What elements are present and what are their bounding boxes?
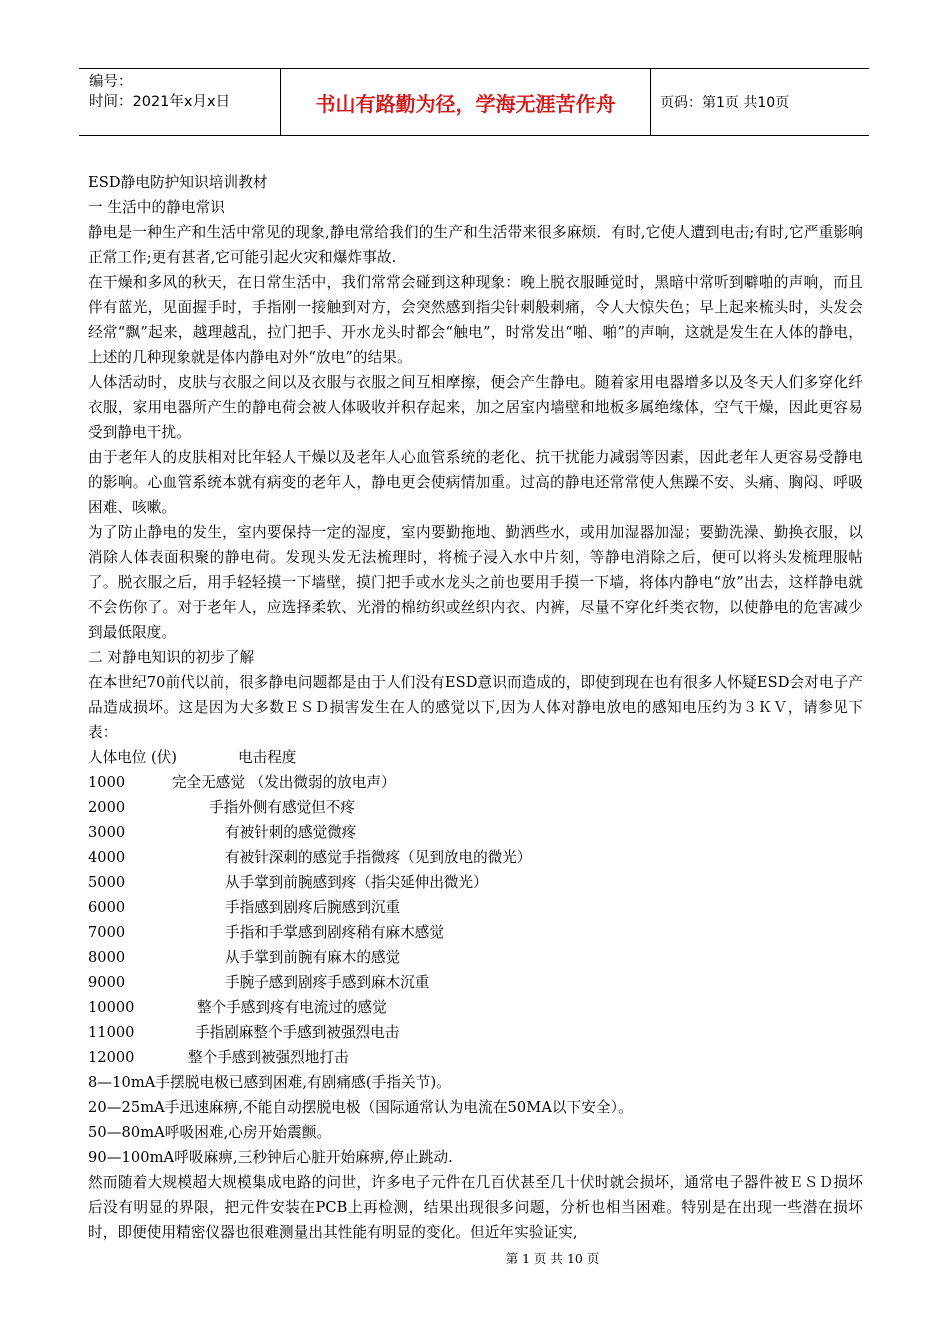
voltage-cell: 12000 <box>88 1049 135 1066</box>
table-row <box>88 1045 863 1070</box>
table-header <box>88 745 863 770</box>
voltage-cell: 10000 <box>88 999 135 1016</box>
table-head-voltage: 人体电位 (伏) <box>88 749 177 766</box>
voltage-cell: 2000 <box>88 799 126 816</box>
table-row <box>88 1020 863 1045</box>
voltage-cell: 11000 <box>88 1024 135 1041</box>
table-row <box>88 870 863 895</box>
effect-cell: 手指和手掌感到剧疼稍有麻木感觉 <box>225 924 444 941</box>
date-label: 时间：2021年x月x日 <box>89 94 231 110</box>
current-line-4: 90—100mA呼吸麻痹,三秒钟后心脏开始麻痹,停止跳动. <box>88 1149 453 1166</box>
document-body <box>88 170 863 1245</box>
table-row <box>88 970 863 995</box>
table-head-effect: 电击程度 <box>238 749 297 766</box>
paragraph-7: 然而随着大规模超大规模集成电路的问世，许多电子元件在几百伏甚至几十伏时就会损坏，通常电子器件被ＥＳＤ损坏后没有明显的界限，把元件安装在PCB上再检测，结果出现很多问题，分析也相当困难。特别是在出现一些潜在损坏时，即便使用精密仪器也很难测量出其性能有明显的变化。但近年实验证实, <box>88 1174 863 1241</box>
voltage-cell: 9000 <box>88 974 126 991</box>
table-row <box>88 995 863 1020</box>
effect-cell: 手指剧麻整个手感到被强烈电击 <box>195 1024 400 1041</box>
header-left-cell <box>79 69 281 135</box>
voltage-cell: 7000 <box>88 924 126 941</box>
section2-heading: 二 对静电知识的初步了解 <box>88 649 255 666</box>
effect-cell: 手指感到剧疼后腕感到沉重 <box>225 899 401 916</box>
paragraph-4: 由于老年人的皮肤相对比年轻人干燥以及老年人心血管系统的老化、抗干扰能力减弱等因素，因此老年人更容易受静电的影响。心血管系统本就有病变的老年人，静电更会使病情加重。过高的静电还常常使人焦躁不安、头痛、胸闷、呼吸困难、咳嗽。 <box>88 449 863 516</box>
table-row <box>88 920 863 945</box>
table-row <box>88 820 863 845</box>
motto: 书山有路勤为径，学海无涯苦作舟 <box>281 69 651 135</box>
voltage-cell: 1000 <box>88 774 126 791</box>
voltage-cell: 3000 <box>88 824 126 841</box>
doc-title: ESD静电防护知识培训教材 <box>88 174 268 191</box>
paragraph-1: 静电是一种生产和生活中常见的现象,静电常给我们的生产和生活带来很多麻烦．有时,它使人遭到电击;有时,它严重影响正常工作;更有甚者,它可能引起火灾和爆炸事故. <box>88 224 863 266</box>
paragraph-5: 为了防止静电的发生，室内要保持一定的湿度，室内要勤拖地、勤洒些水，或用加湿器加湿；要勤洗澡、勤换衣服，以消除人体表面积聚的静电荷。发现头发无法梳理时，将梳子浸入水中片刻，等静电消除之后，便可以将头发梳理服帖了。脱衣服之后，用手轻轻摸一下墙壁，摸门把手或水龙头之前也要用手摸一下墙，将体内静电“放”出去，这样静电就不会伤你了。对于老年人，应选择柔软、光滑的棉纺织或丝织内衣、内裤，尽量不穿化纤类衣物，以使静电的危害减少到最低限度。 <box>88 524 863 641</box>
effect-cell: 有被针刺的感觉微疼 <box>225 824 357 841</box>
effect-cell: 有被针深刺的感觉手指微疼（见到放电的微光） <box>225 849 532 866</box>
paragraph-3: 人体活动时，皮肤与衣服之间以及衣服与衣服之间互相摩擦，便会产生静电。随着家用电器增多以及冬天人们多穿化纤衣服，家用电器所产生的静电荷会被人体吸收并积存起来，加之居室内墙壁和地板多属绝缘体，空气干燥，因此更容易受到静电干扰。 <box>88 374 863 441</box>
current-line-2: 20—25mA手迅速麻痹,不能自动摆脱电极（国际通常认为电流在50MA以下安全）。 <box>88 1099 633 1116</box>
effect-cell: 手指外侧有感觉但不疼 <box>209 799 355 816</box>
table-row <box>88 845 863 870</box>
effect-cell: 从手掌到前腕有麻木的感觉 <box>225 949 401 966</box>
effect-cell: 整个手感到被强烈地打击 <box>188 1049 349 1066</box>
table-row <box>88 770 863 795</box>
page-footer: 第 1 页 共 10 页 <box>505 1251 600 1266</box>
voltage-cell: 5000 <box>88 874 126 891</box>
effect-cell: 手腕子感到剧疼手感到麻木沉重 <box>225 974 430 991</box>
voltage-cell: 8000 <box>88 949 126 966</box>
header-table <box>79 68 869 136</box>
number-label: 编号： <box>89 74 133 90</box>
paragraph-2: 在干燥和多风的秋天，在日常生活中，我们常常会碰到这种现象：晚上脱衣服睡觉时，黑暗中常听到噼啪的声响，而且伴有蓝光，见面握手时，手指刚一接触到对方，会突然感到指尖针刺般刺痛，令人大惊失色；早上起来梳头时，头发会经常“飘”起来，越理越乱，拉门把手、开水龙头时都会“触电”，时常发出“啪、啪”的声响，这就是发生在人体的静电，上述的几种现象就是体内静电对外“放电”的结果。 <box>88 274 863 366</box>
current-line-1: 8—10mA手摆脱电极已感到困难,有剧痛感(手指关节)。 <box>88 1074 451 1091</box>
voltage-cell: 4000 <box>88 849 126 866</box>
table-row <box>88 895 863 920</box>
effect-cell: 整个手感到疼有电流过的感觉 <box>197 999 387 1016</box>
table-row <box>88 795 863 820</box>
section1-heading: 一 生活中的静电常识 <box>88 199 225 216</box>
voltage-cell: 6000 <box>88 899 126 916</box>
effect-cell: 从手掌到前腕感到疼（指尖延伸出微光） <box>225 874 488 891</box>
page-label: 页码：第1页 共10页 <box>660 95 790 111</box>
effect-cell: 完全无感觉 （发出微弱的放电声） <box>172 774 396 791</box>
paragraph-6: 在本世纪70前代以前，很多静电问题都是由于人们没有ESD意识而造成的，即使到现在也有很多人怀疑ESD会对电子产品造成损坏。这是因为大多数ＥＳＤ损害发生在人的感觉以下,因为人体对静电放电的感知电压约为３ＫＶ，请参见下表： <box>88 674 863 741</box>
table-row <box>88 945 863 970</box>
current-line-3: 50—80mA呼吸困难,心房开始震颤。 <box>88 1124 332 1141</box>
